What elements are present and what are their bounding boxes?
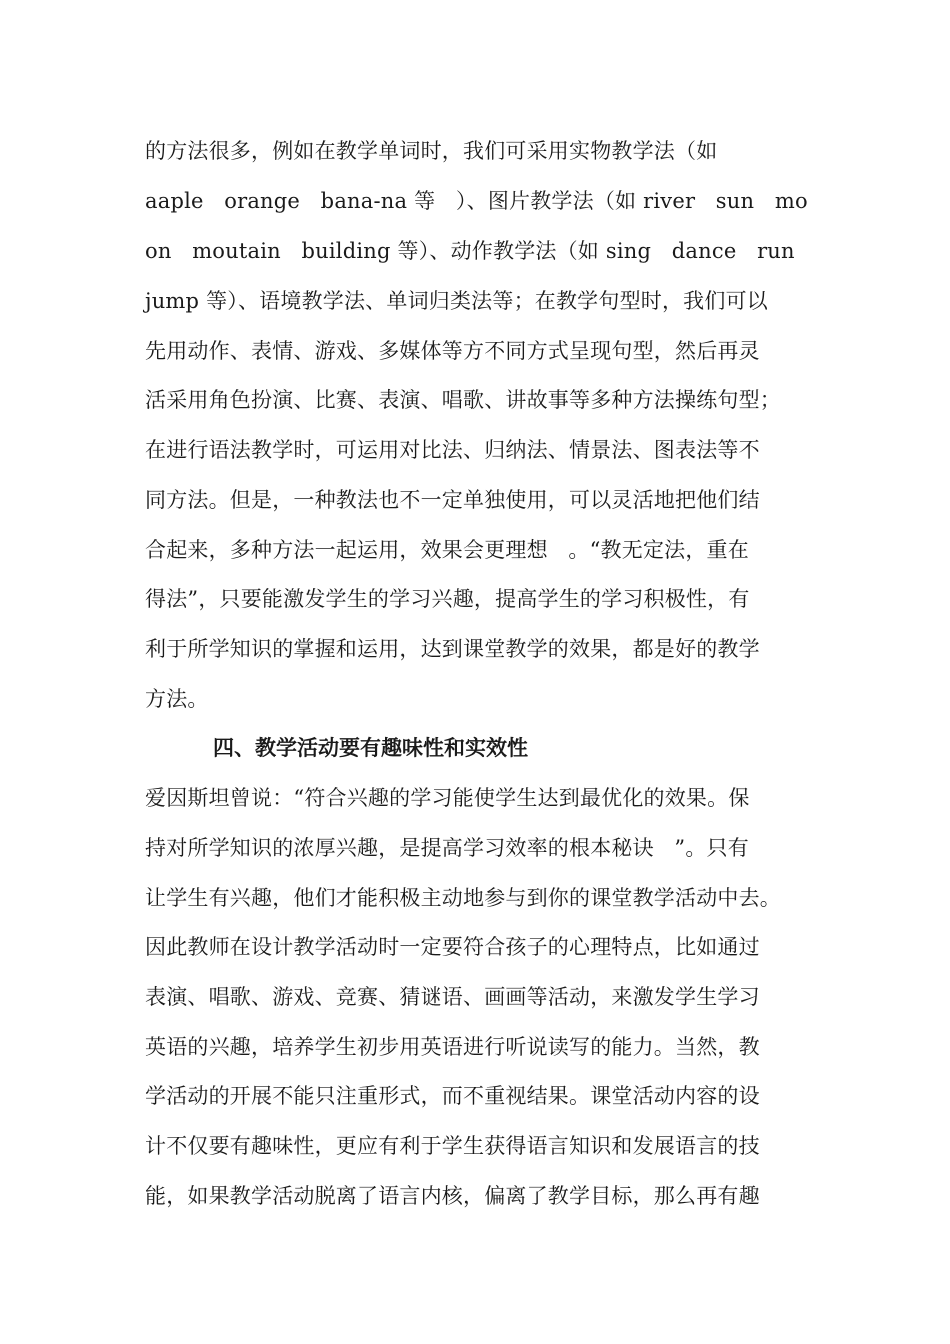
text-line: 利于所学知识的掌握和运用，达到课堂教学的效果，都是好的教学 (145, 637, 760, 661)
text-line: 得法”，只要能激发学生的学习兴趣，提高学生的学习积极性，有 (145, 587, 750, 611)
text-line: 计不仅要有趣味性，更应有利于学生获得语言知识和发展语言的技 (145, 1134, 760, 1158)
text-line: jump 等）、语境教学法、单词归类法等；在教学句型时，我们可以 (145, 289, 768, 313)
text-line: 因此教师在设计教学活动时一定要符合孩子的心理特点，比如通过 (145, 935, 760, 959)
text-line: 能，如果教学活动脱离了语言内核，偏离了教学目标，那么再有趣 (145, 1184, 760, 1208)
text-line: 方法。 (145, 687, 209, 711)
section-heading: 四、教学活动要有趣味性和实效性 (213, 735, 528, 760)
text-line: 在进行语法教学时，可运用对比法、归纳法、情景法、图表法等不 (145, 438, 760, 462)
text-line: 让学生有兴趣，他们才能积极主动地参与到你的课堂教学活动中去。 (145, 886, 781, 910)
text-line: on moutain building 等）、动作教学法（如 sing dance run (145, 239, 795, 263)
text-line: 表演、唱歌、游戏、竞赛、猜谜语、画画等活动，来激发学生学习 (145, 985, 760, 1009)
text-line: 持对所学知识的浓厚兴趣，是提高学习效率的根本秘诀 ”。只有 (145, 836, 749, 860)
text-line: 先用动作、表情、游戏、多媒体等方不同方式呈现句型，然后再灵 (145, 339, 760, 363)
text-line: 活采用角色扮演、比赛、表演、唱歌、讲故事等多种方法操练句型； (145, 388, 781, 412)
text-line: aaple orange bana-na 等 ）、图片教学法（如 river sun mo (145, 189, 808, 213)
text-line: 学活动的开展不能只注重形式，而不重视结果。课堂活动内容的设 (145, 1084, 760, 1108)
text-line: 同方法。但是，一种教法也不一定单独使用，可以灵活地把他们结 (145, 488, 760, 512)
text-line: 的方法很多，例如在教学单词时，我们可采用实物教学法（如 (145, 139, 718, 163)
text-line: 爱因斯坦曾说：“符合兴趣的学习能使学生达到最优化的效果。保 (145, 786, 750, 810)
text-line: 英语的兴趣，培养学生初步用英语进行听说读写的能力。当然，教 (145, 1035, 760, 1059)
text-line: 合起来，多种方法一起运用，效果会更理想 。“教无定法，重在 (145, 538, 749, 562)
